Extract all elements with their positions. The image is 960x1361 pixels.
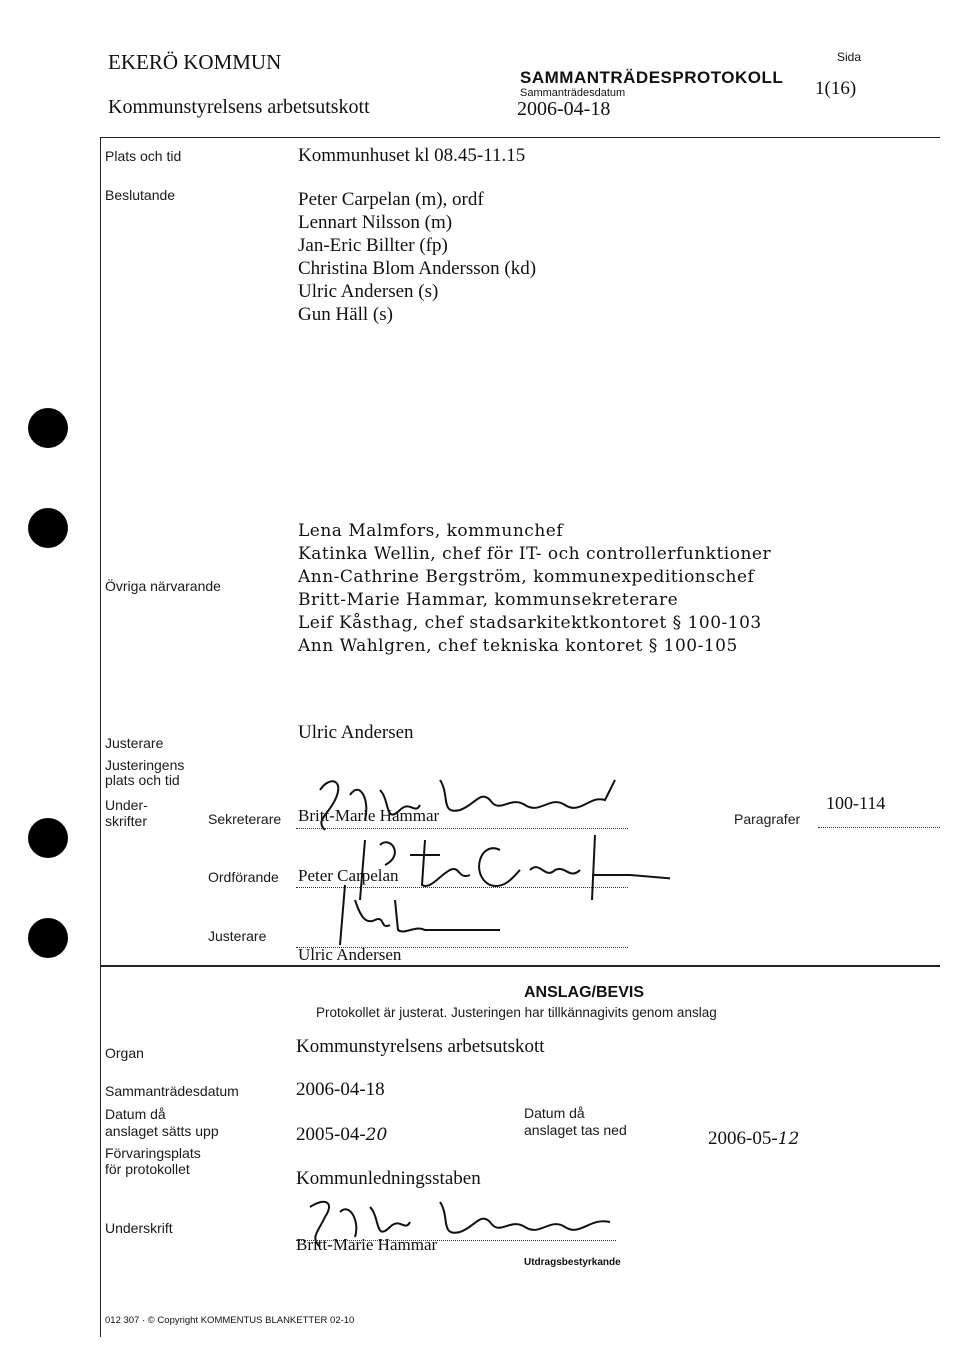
- deciding-list: [298, 188, 536, 326]
- place-value: Kommunhuset kl 08.45-11.15: [298, 145, 526, 166]
- adjuster-name: Ulric Andersen: [298, 945, 402, 964]
- signatures-label: Under-skrifter: [105, 797, 148, 829]
- organ-value: Kommunstyrelsens arbetsutskott: [296, 1036, 545, 1057]
- storage-label-line-1: Förvaringsplats: [105, 1145, 201, 1161]
- page-number: 1(16): [815, 78, 857, 99]
- removed-date: [708, 1128, 799, 1150]
- left-margin-line: [100, 137, 101, 1337]
- form-code: 012 307 · © Copyright KOMMENTUS BLANKETTER 02-10: [105, 1315, 355, 1326]
- binder-hole-4: [28, 918, 68, 958]
- date-label: Sammanträdesdatum: [520, 87, 626, 99]
- committee-name: Kommunstyrelsens arbetsutskott: [108, 96, 370, 118]
- removed-label: [524, 1105, 627, 1139]
- removed-date-printed: 2006-05-: [708, 1128, 778, 1149]
- other-attendee: Katinka Wellin, chef för IT- och controllerfunktioner: [298, 544, 772, 564]
- signature-label: Underskrift: [105, 1220, 173, 1236]
- secretary-label: Sekreterare: [208, 811, 282, 827]
- extract-label: Utdragsbestyrkande: [524, 1257, 621, 1268]
- place-label: Plats och tid: [105, 148, 182, 164]
- adjusters-label: Justerare: [105, 735, 164, 751]
- adjusters-value: Ulric Andersen: [298, 722, 414, 743]
- posted-date: [296, 1124, 387, 1146]
- posted-label: [105, 1106, 219, 1140]
- meeting-date-label: Sammanträdesdatum: [105, 1083, 239, 1099]
- posted-date-printed: 2005-04-: [296, 1124, 366, 1145]
- other-attendee: Ann Wahlgren, chef tekniska kontoret § 100-105: [298, 636, 738, 656]
- binder-hole-3: [28, 818, 68, 858]
- deciding-member: Lennart Nilsson (m): [298, 212, 453, 233]
- page-label: Sida: [837, 50, 862, 64]
- binder-hole-2: [28, 508, 68, 548]
- storage-label-line-2: för protokollet: [105, 1161, 190, 1177]
- other-attendee: Leif Kåsthag, chef stadsarkitektkontoret § 100-103: [298, 613, 762, 633]
- notice-statement: Protokollet är justerat. Justeringen har tillkännagivits genom anslag: [316, 1005, 717, 1020]
- removed-label-line-1: Datum då: [524, 1105, 585, 1121]
- storage-label: [105, 1145, 201, 1177]
- other-attendee: Ann-Cathrine Bergström, kommunexpeditionschef: [298, 567, 755, 587]
- notice-divider: [100, 965, 940, 967]
- others-list: [298, 520, 771, 658]
- municipality-name: EKERÖ KOMMUN: [108, 50, 282, 74]
- meeting-date: 2006-04-18: [517, 98, 611, 120]
- secretary-name: Britt-Marie Hammar: [298, 806, 440, 825]
- document-type: SAMMANTRÄDESPROTOKOLL: [520, 68, 784, 87]
- meeting-date-value: 2006-04-18: [296, 1079, 385, 1100]
- paragraphs-value: 100-114: [826, 793, 886, 813]
- storage-value: Kommunledningsstaben: [296, 1168, 481, 1189]
- binder-hole-1: [28, 408, 68, 448]
- chair-label: Ordförande: [208, 869, 279, 885]
- others-label: Övriga närvarande: [105, 578, 221, 594]
- posted-label-line-1: Datum då: [105, 1106, 166, 1122]
- chair-name: Peter Carpelan: [298, 866, 399, 885]
- deciding-member: Peter Carpelan (m), ordf: [298, 189, 484, 210]
- header-divider: [100, 137, 940, 138]
- adjuster-signature: [320, 880, 520, 950]
- posted-label-line-2: anslaget sätts upp: [105, 1123, 219, 1139]
- organ-label: Organ: [105, 1045, 144, 1061]
- posted-date-handwritten: 20: [365, 1125, 388, 1145]
- deciding-member: Jan-Eric Billter (fp): [298, 235, 448, 256]
- removed-date-handwritten: 12: [777, 1129, 800, 1149]
- paragraphs-line: [818, 827, 940, 828]
- other-attendee: Britt-Marie Hammar, kommunsekreterare: [298, 590, 679, 610]
- paragraphs-label: Paragrafer: [734, 811, 801, 827]
- removed-label-line-2: anslaget tas ned: [524, 1122, 627, 1138]
- deciding-member: Gun Häll (s): [298, 304, 393, 325]
- adjuster-signature-label: Justerare: [208, 928, 267, 944]
- deciding-member: Christina Blom Andersson (kd): [298, 258, 537, 279]
- other-attendee: Lena Malmfors, kommunchef: [298, 521, 564, 541]
- deciding-member: Ulric Andersen (s): [298, 281, 439, 302]
- adjust-place-label: Justeringens plats och tid: [105, 757, 185, 788]
- notice-signature-name: Britt-Marie Hammar: [296, 1235, 438, 1254]
- notice-title: ANSLAG/BEVIS: [524, 984, 645, 1001]
- deciding-label: Beslutande: [105, 187, 176, 203]
